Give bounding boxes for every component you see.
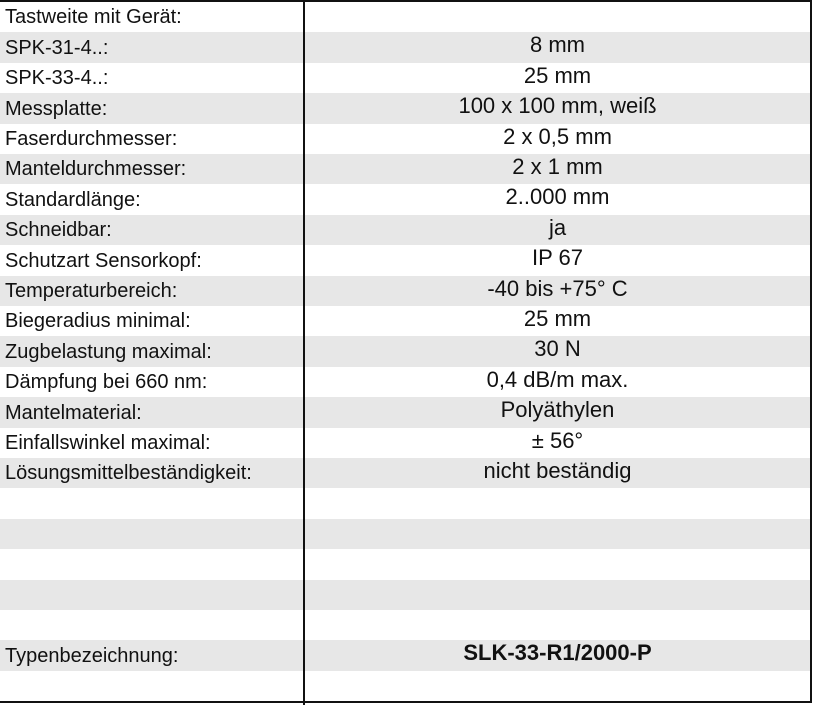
spec-value-cell xyxy=(305,2,810,32)
spec-row xyxy=(0,549,810,579)
spec-label: Biegeradius minimal: xyxy=(5,310,191,333)
spec-value: ± 56° xyxy=(531,427,584,453)
spec-value-cell xyxy=(305,245,810,275)
spec-value-cell xyxy=(305,63,810,93)
spec-row xyxy=(0,580,810,610)
spec-label-cell xyxy=(0,245,303,275)
spec-value-cell xyxy=(305,184,810,214)
spec-row xyxy=(0,32,810,62)
spec-label-cell xyxy=(0,124,303,154)
type-designation-value: SLK-33-R1/2000-P xyxy=(463,640,652,666)
spec-row xyxy=(0,93,810,123)
spec-value-cell xyxy=(305,458,810,488)
spec-value: ja xyxy=(548,214,567,240)
spec-row xyxy=(0,428,810,458)
spec-row xyxy=(0,336,810,366)
spec-label: Dämpfung bei 660 nm: xyxy=(5,371,208,394)
spec-value-cell xyxy=(305,215,810,245)
spec-label-cell xyxy=(0,488,303,518)
spec-value-cell xyxy=(305,276,810,306)
spec-label: Lösungsmittelbeständigkeit: xyxy=(5,462,252,485)
spec-row xyxy=(0,184,810,214)
spec-value-cell xyxy=(305,488,810,518)
spec-label: Schneidbar: xyxy=(5,219,112,242)
spec-label-cell xyxy=(0,640,303,670)
spec-row xyxy=(0,610,810,640)
spec-value-cell xyxy=(305,640,810,670)
spec-value-cell xyxy=(305,519,810,549)
spec-label: Schutzart Sensorkopf: xyxy=(5,249,202,272)
spec-value: 0,4 dB/m max. xyxy=(486,366,629,392)
spec-value-cell xyxy=(305,397,810,427)
spec-row xyxy=(0,458,810,488)
spec-value-cell xyxy=(305,428,810,458)
spec-value: Polyäthylen xyxy=(500,397,615,423)
spec-label-cell xyxy=(0,215,303,245)
spec-label-cell xyxy=(0,428,303,458)
spec-row xyxy=(0,640,810,670)
spec-row xyxy=(0,276,810,306)
spec-value: 8 mm xyxy=(530,32,585,58)
spec-value-cell xyxy=(305,93,810,123)
spec-label: Manteldurchmesser: xyxy=(5,158,187,181)
spec-value: 2 x 1 mm xyxy=(512,154,603,179)
spec-row xyxy=(0,306,810,336)
spec-label-cell xyxy=(0,63,303,93)
spec-value-cell xyxy=(305,367,810,397)
spec-value: 2..000 mm xyxy=(505,184,610,210)
spec-value: 2 x 0,5 mm xyxy=(503,123,612,149)
spec-value-cell xyxy=(305,336,810,366)
spec-label-cell xyxy=(0,549,303,579)
spec-label-cell xyxy=(0,184,303,214)
spec-label: Einfallswinkel maximal: xyxy=(5,431,211,454)
spec-row xyxy=(0,2,810,32)
spec-label: SPK-31-4..: xyxy=(5,36,109,59)
spec-value-cell xyxy=(305,124,810,154)
spec-label-cell xyxy=(0,519,303,549)
spec-label-cell xyxy=(0,458,303,488)
spec-row xyxy=(0,519,810,549)
spec-row xyxy=(0,367,810,397)
spec-row xyxy=(0,488,810,518)
spec-label: Typenbezeichnung: xyxy=(5,644,179,667)
spec-value-cell xyxy=(305,671,810,701)
spec-value: -40 bis +75° C xyxy=(487,275,628,301)
spec-value: 25 mm xyxy=(523,62,592,88)
spec-row xyxy=(0,215,810,245)
spec-label-cell xyxy=(0,306,303,336)
spec-row xyxy=(0,124,810,154)
spec-row xyxy=(0,154,810,184)
spec-label: SPK-33-4..: xyxy=(5,67,109,90)
spec-row xyxy=(0,63,810,93)
spec-label: Tastweite mit Gerät: xyxy=(5,6,182,29)
spec-value-cell xyxy=(305,32,810,62)
spec-label-cell xyxy=(0,276,303,306)
spec-value-cell xyxy=(305,580,810,610)
spec-value: IP 67 xyxy=(532,245,583,271)
spec-label-cell xyxy=(0,367,303,397)
spec-label-cell xyxy=(0,671,303,701)
spec-value-cell xyxy=(305,154,810,184)
spec-value: 25 mm xyxy=(523,306,592,331)
spec-label-cell xyxy=(0,336,303,366)
spec-label: Temperaturbereich: xyxy=(5,279,178,302)
spec-label-cell xyxy=(0,32,303,62)
spec-label: Mantelmaterial: xyxy=(5,401,142,424)
spec-label-cell xyxy=(0,154,303,184)
spec-label: Standardlänge: xyxy=(5,188,141,211)
spec-value: 30 N xyxy=(534,336,581,362)
spec-value-cell xyxy=(305,549,810,579)
spec-label-cell xyxy=(0,2,303,32)
spec-row xyxy=(0,245,810,275)
spec-value: nicht beständig xyxy=(483,458,632,483)
spec-label-cell xyxy=(0,397,303,427)
spec-row xyxy=(0,397,810,427)
spec-value-cell xyxy=(305,610,810,640)
spec-label: Messplatte: xyxy=(5,97,108,120)
spec-label-cell xyxy=(0,610,303,640)
spec-label-cell xyxy=(0,580,303,610)
spec-value-cell xyxy=(305,306,810,336)
spec-label: Zugbelastung maximal: xyxy=(5,340,212,363)
spec-value: 100 x 100 mm, weiß xyxy=(458,93,657,119)
spec-label-cell xyxy=(0,93,303,123)
spec-label: Faserdurchmesser: xyxy=(5,127,178,150)
spec-row xyxy=(0,671,810,701)
column-divider xyxy=(303,0,305,705)
